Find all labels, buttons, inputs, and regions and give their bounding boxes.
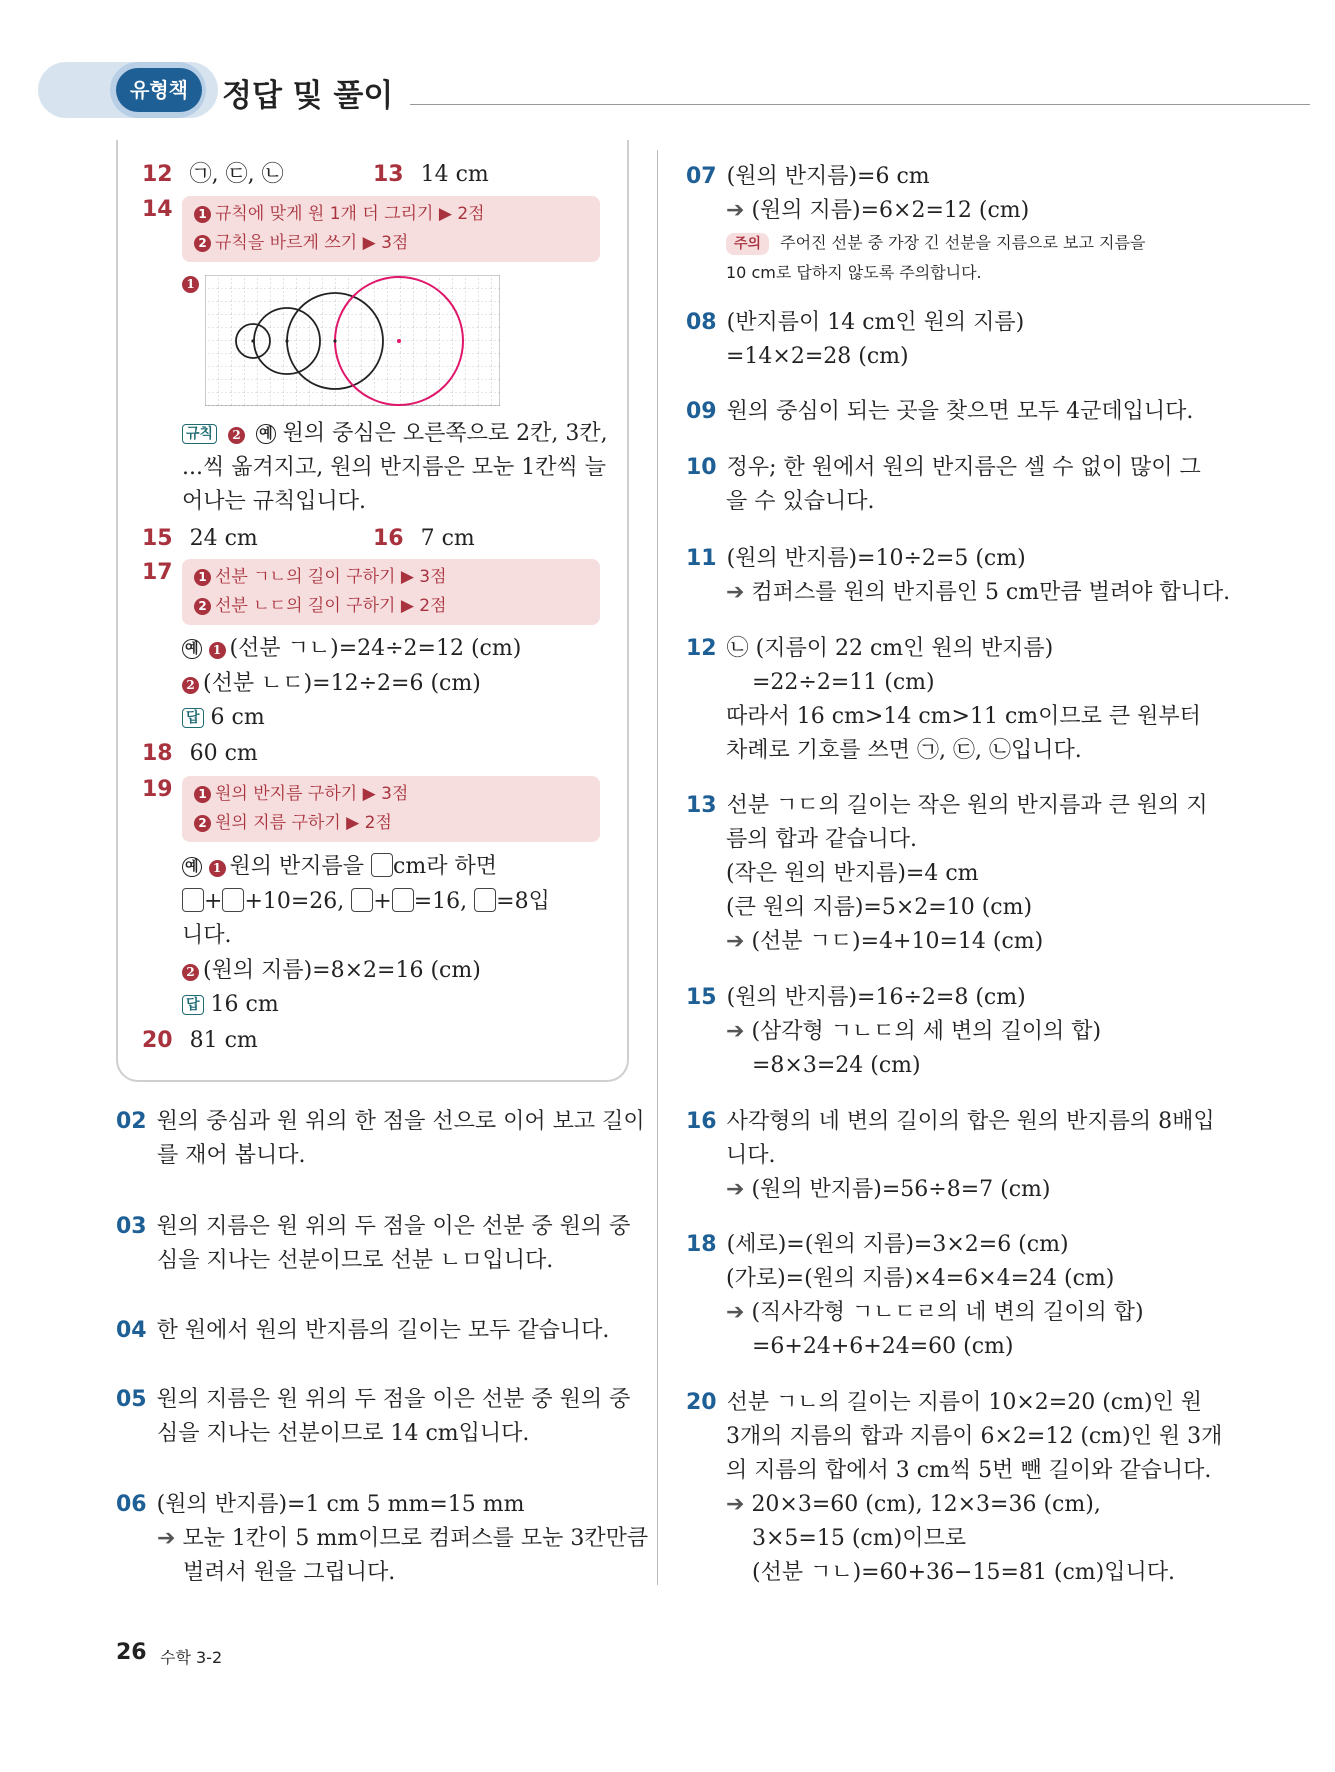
answer-19-line2: + +10=26, + =16, =8입 (182, 885, 550, 918)
answer-13-line4: (큰 원의 지름)=5×2=10 (cm) (726, 895, 1033, 920)
answer-13-line5: ➔ (선분 ㄱㄷ)=4+10=14 (cm) (726, 929, 1044, 954)
answer-03-line2: 심을 지나는 선분이므로 선분 ㄴㅁ입니다. (157, 1248, 554, 1273)
answer-20-line3: 의 지름의 합에서 3 cm씩 5번 뺀 길이와 같습니다. (726, 1458, 1212, 1483)
answer-06-line3: 벌려서 원을 그립니다. (183, 1560, 396, 1585)
answer-12-line2: =22÷2=11 (cm) (752, 670, 935, 695)
answer-16-line2: 니다. (726, 1143, 776, 1168)
answer-11-line2: ➔ 컴퍼스를 원의 반지름인 5 cm만큼 벌려야 합니다. (726, 580, 1231, 605)
answer-05: 05 원의 지름은 원 위의 두 점을 이은 선분 중 원의 중 (116, 1387, 631, 1412)
answer-13 (373, 158, 489, 191)
answer-09: 09 원의 중심이 되는 곳을 찾으면 모두 4군데입니다. (686, 399, 1194, 424)
answer-19-number: 19 (142, 777, 173, 802)
answer-20-line2: 3개의 지름의 합과 지름이 6×2=12 (cm)인 원 3개 (726, 1424, 1223, 1449)
answer-07-line2: ➔ (원의 지름)=6×2=12 (cm) (726, 198, 1030, 223)
answer-20-line4: ➔ 20×3=60 (cm), 12×3=36 (cm), (726, 1492, 1101, 1517)
answer-03: 03 원의 지름은 원 위의 두 점을 이은 선분 중 원의 중 (116, 1214, 631, 1239)
section-tag: 유형책 (116, 68, 202, 112)
answer-18-line3: ➔ (직사각형 ㄱㄴㄷㄹ의 네 변의 길이의 합) (726, 1300, 1144, 1325)
rule-14-line3: 어나는 규칙입니다. (182, 489, 367, 514)
answer-19-line4: 2 (원의 지름)=8×2=16 (cm) (182, 954, 481, 987)
caution-badge: 주의 (726, 233, 769, 255)
answer-12-line3: 따라서 16 cm>14 cm>11 cm이므로 큰 원부터 (726, 704, 1201, 729)
answer-14-number: 14 (142, 197, 173, 222)
circle-grid-diagram (205, 275, 500, 406)
answer-16-line3: ➔ (원의 반지름)=56÷8=7 (cm) (726, 1177, 1051, 1202)
answer-16-right: 16 사각형의 네 변의 길이의 합은 원의 반지름의 8배입 (686, 1109, 1215, 1134)
answer-number: 12 (142, 162, 173, 187)
page-number: 26 (116, 1640, 147, 1665)
answer-06-line2: ➔ 모눈 1칸이 5 mm이므로 컴퍼스를 모눈 3칸만큼 (157, 1526, 649, 1551)
answer-07-caution: 주의 주어진 선분 중 가장 긴 선분을 지름으로 보고 지름을 (726, 230, 1145, 255)
answer-13-line3: (작은 원의 반지름)=4 cm (726, 861, 979, 886)
answer-20-right: 20 선분 ㄱㄴ의 길이는 지름이 10×2=20 (cm)인 원 (686, 1390, 1203, 1415)
answer-12-right: 12 ㉡ (지름이 22 cm인 원의 반지름) (686, 636, 1054, 661)
answer-17-line1: 예 1 (선분 ㄱㄴ)=24÷2=12 (cm) (182, 632, 521, 665)
scoring-criteria-14: 1 규칙에 맞게 원 1개 더 그리기 ▶ 2점 2 규칙을 바르게 쓰기 ▶ 3점 (182, 196, 600, 262)
answer-12 (142, 158, 284, 191)
arrow-icon: ➔ (157, 1526, 176, 1551)
mark-1: 1 (182, 274, 203, 293)
blank-box (371, 853, 393, 877)
answer-11: 11 (원의 반지름)=10÷2=5 (cm) (686, 546, 1026, 571)
answer-20: 20 81 cm (142, 1028, 258, 1053)
answer-15: 15 24 cm (142, 526, 258, 551)
answer-05-line2: 심을 지나는 선분이므로 14 cm입니다. (157, 1421, 530, 1446)
answer-15-line2: ➔ (삼각형 ㄱㄴㄷ의 세 변의 길이의 합) (726, 1019, 1102, 1044)
answer-17-number: 17 (142, 560, 173, 585)
answer-text: 14 cm (420, 162, 489, 187)
answer-10: 10 정우; 한 원에서 원의 반지름은 셀 수 없이 많이 그 (686, 455, 1201, 480)
answer-13-right: 13 선분 ㄱㄷ의 길이는 작은 원의 반지름과 큰 원의 지 (686, 793, 1208, 818)
answer-18-line2: (가로)=(원의 지름)×4=6×4=24 (cm) (726, 1266, 1115, 1291)
scoring-criteria-19: 1 원의 반지름 구하기 ▶ 3점 2 원의 지름 구하기 ▶ 2점 (182, 776, 600, 842)
page-title: 정답 및 풀이 (222, 78, 394, 114)
answer-19-line3: 니다. (182, 923, 232, 948)
answer-06: 06 (원의 반지름)=1 cm 5 mm=15 mm (116, 1492, 525, 1517)
answer-07-caution-line2: 10 cm로 답하지 않도록 주의합니다. (726, 263, 982, 282)
answer-20-line6: (선분 ㄱㄴ)=60+36−15=81 (cm)입니다. (752, 1560, 1175, 1585)
answer-20-line5: 3×5=15 (cm)이므로 (752, 1526, 966, 1551)
answer-10-line2: 을 수 있습니다. (726, 489, 875, 514)
subject-label: 수학 3-2 (160, 1648, 223, 1667)
answer-number: 13 (373, 162, 404, 187)
answer-18-line4: =6+24+6+24=60 (cm) (752, 1334, 1014, 1359)
answer-text: ㉠, ㉢, ㉡ (189, 162, 284, 187)
answer-15-line3: =8×3=24 (cm) (752, 1053, 921, 1078)
answer-19-line1: 예 1 원의 반지름을 cm라 하면 (182, 850, 497, 883)
answer-04: 04 한 원에서 원의 반지름의 길이는 모두 같습니다. (116, 1318, 610, 1343)
scoring-criteria-17: 1 선분 ㄱㄴ의 길이 구하기 ▶ 3점 2 선분 ㄴㄷ의 길이 구하기 ▶ 2점 (182, 559, 600, 625)
criterion: 규칙에 맞게 원 1개 더 그리기 ▶ 2점 (215, 204, 485, 224)
answer-18-right: 18 (세로)=(원의 지름)=3×2=6 (cm) (686, 1232, 1069, 1257)
answer-07: 07 (원의 반지름)=6 cm (686, 164, 930, 189)
rule-tag: 규칙 (182, 424, 217, 444)
answer-17-line2: 2 (선분 ㄴㄷ)=12÷2=6 (cm) (182, 667, 481, 700)
answer-13-line2: 름의 합과 같습니다. (726, 827, 917, 852)
answer-02: 02 원의 중심과 원 위의 한 점을 선으로 이어 보고 길이 (116, 1109, 645, 1134)
column-divider (657, 150, 658, 1585)
answer-15-right: 15 (원의 반지름)=16÷2=8 (cm) (686, 985, 1026, 1010)
answer-08: 08 (반지름이 14 cm인 원의 지름) (686, 310, 1025, 335)
header-rule (410, 104, 1310, 105)
example-tag: 예 (256, 424, 276, 444)
answer-12-line4: 차례로 기호를 쓰면 ㉠, ㉢, ㉡입니다. (726, 738, 1082, 763)
answer-02-line2: 를 재어 봅니다. (157, 1143, 306, 1168)
criterion: 규칙을 바르게 쓰기 ▶ 3점 (215, 233, 409, 253)
answer-08-line2: =14×2=28 (cm) (726, 344, 909, 369)
answer-18: 18 60 cm (142, 741, 258, 766)
answer-16: 16 7 cm (373, 526, 475, 551)
rule-14-line2: ...씩 옮겨지고, 원의 반지름은 모눈 1칸씩 늘 (182, 455, 606, 480)
rule-14-line1: 규칙 2 예 원의 중심은 오른쪽으로 2칸, 3칸, (182, 417, 608, 450)
answer-17-result: 답 6 cm (182, 701, 265, 734)
answer-19-result: 답 16 cm (182, 988, 279, 1021)
